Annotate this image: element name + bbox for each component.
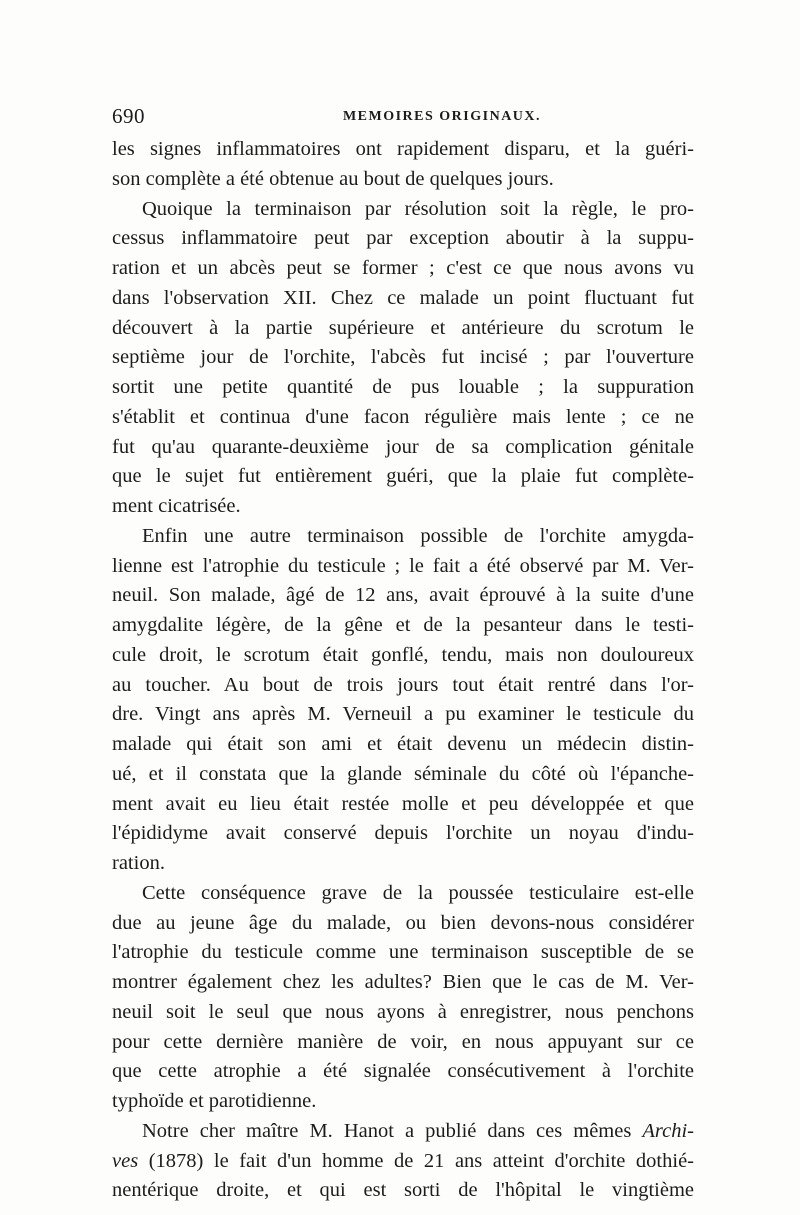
- text-line: [112, 224, 694, 254]
- line-text: typhoïde et parotidienne.: [112, 1090, 317, 1112]
- text-line: [112, 314, 694, 344]
- text-line: [112, 195, 694, 225]
- text-line: [112, 998, 694, 1028]
- text-line: [112, 254, 694, 284]
- page-header: [112, 104, 692, 130]
- text-line: [112, 1117, 694, 1147]
- italic-text: ves: [112, 1149, 139, 1172]
- text-line: [112, 700, 694, 730]
- text-line: [112, 165, 694, 195]
- line-text: au toucher. Au bout de trois jours tout était rentré dans l'or-: [112, 673, 694, 696]
- line-text: montrer également chez les adultes? Bien que le cas de M. Ver-: [112, 971, 694, 993]
- line-text: que le sujet fut entièrement guéri, que la plaie fut complète-: [112, 465, 694, 488]
- line-text: Cette conséquence grave de la poussée testiculaire est-elle: [142, 881, 694, 904]
- text-line: [112, 373, 694, 403]
- text-line: [112, 879, 694, 909]
- line-text: dre. Vingt ans après M. Verneuil a pu examiner le testicule du: [112, 703, 694, 726]
- italic-text: Archi-: [642, 1119, 694, 1142]
- text-line: [112, 968, 694, 998]
- text-line: [112, 462, 694, 492]
- text-line: [112, 849, 694, 879]
- line-text: nentérique droite, et qui est sorti de l'hôpital le vingtième: [112, 1179, 694, 1202]
- text-line: [112, 760, 694, 790]
- text-line: [112, 552, 694, 582]
- text-line: [112, 135, 694, 165]
- line-text: Enfin une autre terminaison possible de l'orchite amygda-: [142, 524, 694, 547]
- text-line: [112, 909, 694, 939]
- line-text: les signes inflammatoires ont rapidement disparu, et la guéri-: [112, 138, 694, 160]
- text-line: [112, 730, 694, 760]
- text-line: [112, 1057, 694, 1087]
- text-line: [112, 641, 694, 671]
- text-line: [112, 284, 694, 314]
- line-text: sortit une petite quantité de pus louable ; la suppuration: [112, 376, 694, 398]
- line-text: ment cicatrisée.: [112, 495, 241, 517]
- line-text: ration et un abcès peut se former ; c'est ce que nous avons vu: [112, 257, 694, 279]
- line-text: Quoique la terminaison par résolution soit la règle, le pro-: [142, 197, 694, 220]
- line-text: Notre cher maître M. Hanot a publié dans ces mêmes: [142, 1119, 643, 1142]
- text-line: [112, 1176, 694, 1206]
- text-line: [112, 433, 694, 463]
- line-text: ration.: [112, 852, 165, 874]
- line-text: septième jour de l'orchite, l'abcès fut incisé ; par l'ouverture: [112, 346, 694, 369]
- line-text: ment avait eu lieu était restée molle et peu développée et que: [112, 792, 694, 815]
- line-text: due au jeune âge du malade, ou bien devons-nous considérer: [112, 911, 694, 934]
- text-line: [112, 1028, 694, 1058]
- running-head: MEMOIRES ORIGINAUX.: [342, 109, 542, 124]
- line-text: cule droit, le scrotum était gonflé, tendu, mais non douloureux: [112, 643, 694, 666]
- line-text: fut qu'au quarante-deuxième jour de sa complication génitale: [112, 435, 694, 458]
- text-line: [112, 938, 694, 968]
- line-text: amygdalite légère, de la gêne et de la pesanteur dans le testi-: [112, 614, 694, 636]
- line-text: neuil soit le seul que nous ayons à enregistrer, nous penchons: [112, 1000, 694, 1023]
- line-text: dans l'observation XII. Chez ce malade un point fluctuant fut: [112, 286, 694, 309]
- text-line: [112, 611, 694, 641]
- line-text: son complète a été obtenue au bout de quelques jours.: [112, 167, 554, 190]
- text-line: [112, 403, 694, 433]
- text-line: [112, 343, 694, 373]
- body-text: [112, 135, 694, 1206]
- text-line: [112, 522, 694, 552]
- line-text: l'atrophie du testicule comme une terminaison susceptible de se: [112, 941, 694, 964]
- line-text: découvert à la partie supérieure et antérieure du scrotum le: [112, 316, 694, 339]
- line-text: l'épididyme avait conservé depuis l'orchite un noyau d'indu-: [112, 822, 694, 845]
- text-line: [112, 819, 694, 849]
- line-text: cessus inflammatoire peut par exception aboutir à la suppu-: [112, 227, 694, 250]
- line-text: pour cette dernière manière de voir, en nous appuyant sur ce: [112, 1030, 694, 1053]
- line-text: que cette atrophie a été signalée consécutivement à l'orchite: [112, 1060, 694, 1083]
- text-line: [112, 790, 694, 820]
- line-text: malade qui était son ami et était devenu un médecin distin-: [112, 733, 694, 755]
- line-text: ué, et il constata que la glande séminale du côté où l'épanche-: [112, 762, 694, 785]
- line-text: neuil. Son malade, âgé de 12 ans, avait éprouvé à la suite d'une: [112, 584, 694, 607]
- line-text: s'établit et continua d'une facon régulière mais lente ; ce ne: [112, 405, 694, 428]
- page-number: 690: [112, 104, 145, 128]
- text-line: [112, 671, 694, 701]
- line-text: lienne est l'atrophie du testicule ; le fait a été observé par M. Ver-: [112, 554, 694, 577]
- text-line: [112, 581, 694, 611]
- text-line: [112, 1087, 694, 1117]
- text-line: [112, 492, 694, 522]
- text-line: [112, 1147, 694, 1177]
- line-text: (1878) le fait d'un homme de 21 ans atteint d'orchite dothié-: [138, 1149, 694, 1172]
